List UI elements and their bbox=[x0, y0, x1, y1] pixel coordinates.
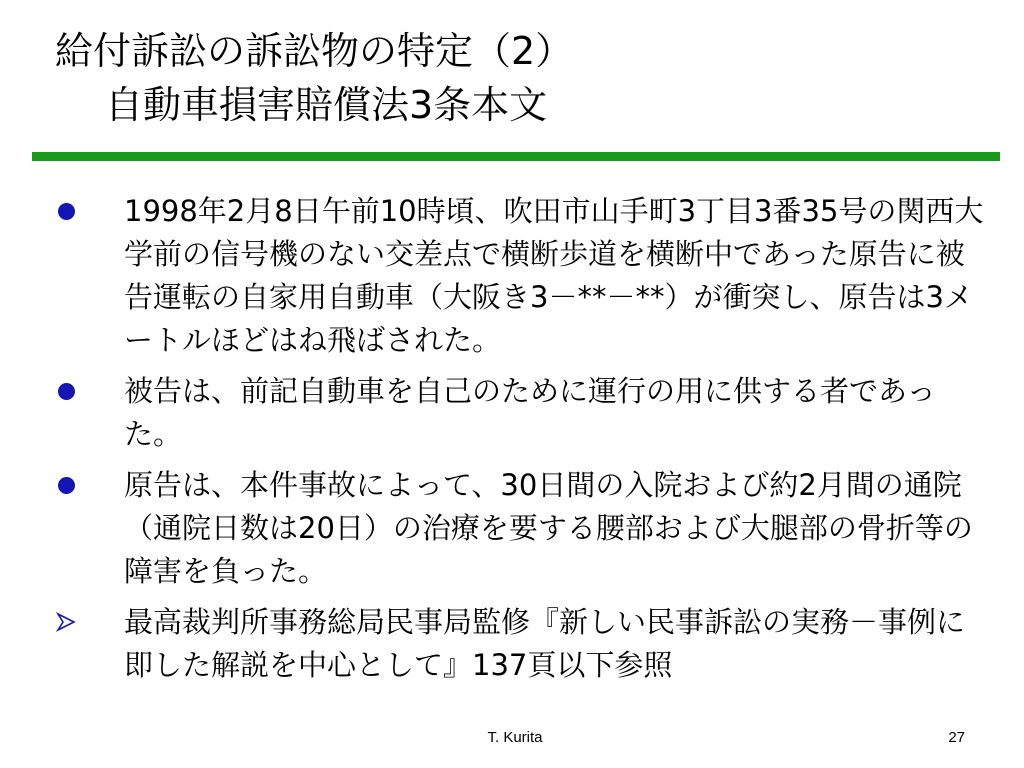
circle-bullet-icon bbox=[52, 370, 92, 413]
arrow-bullet-icon bbox=[52, 601, 92, 644]
circle-bullet-icon bbox=[52, 190, 92, 233]
bullet-list bbox=[52, 190, 992, 695]
bullet-text: 1998年2月8日午前10時頃、吹田市山手町3丁目3番35号の関西大学前の信号機のない交差点で横断歩道を横断中であった原告に被告運転の自家用自動車（大阪き3－**－**）が衝突し、原告は3メートルほどはね飛ばされた。 bbox=[124, 194, 984, 357]
bullet-item-reference bbox=[52, 601, 992, 687]
page-number: 27 bbox=[948, 729, 965, 746]
bullet-text: 被告は、前記自動車を自己のために運行の用に供する者であった。 bbox=[124, 374, 936, 451]
circle-bullet-icon bbox=[52, 464, 92, 507]
bullet-item-operator bbox=[52, 370, 992, 456]
bullet-item-accident bbox=[52, 190, 992, 362]
bullet-item-injury bbox=[52, 464, 992, 593]
footer-author: T. Kurita bbox=[487, 729, 543, 746]
bullet-text: 原告は、本件事故によって、30日間の入院および約2月間の通院（通院日数は20日）の治療を要する腰部および大腿部の骨折等の障害を負った。 bbox=[124, 468, 973, 588]
title-line-1: 給付訴訟の訴訟物の特定（2） bbox=[55, 29, 574, 73]
title-divider bbox=[32, 152, 1000, 161]
title-line-2: 自動車損害賠償法3条本文 bbox=[105, 83, 548, 127]
slide-title bbox=[55, 24, 995, 132]
bullet-text: 最高裁判所事務総局民事局監修『新しい民事訴訟の実務－事例に即した解説を中心として』137頁以下参照 bbox=[124, 605, 966, 682]
